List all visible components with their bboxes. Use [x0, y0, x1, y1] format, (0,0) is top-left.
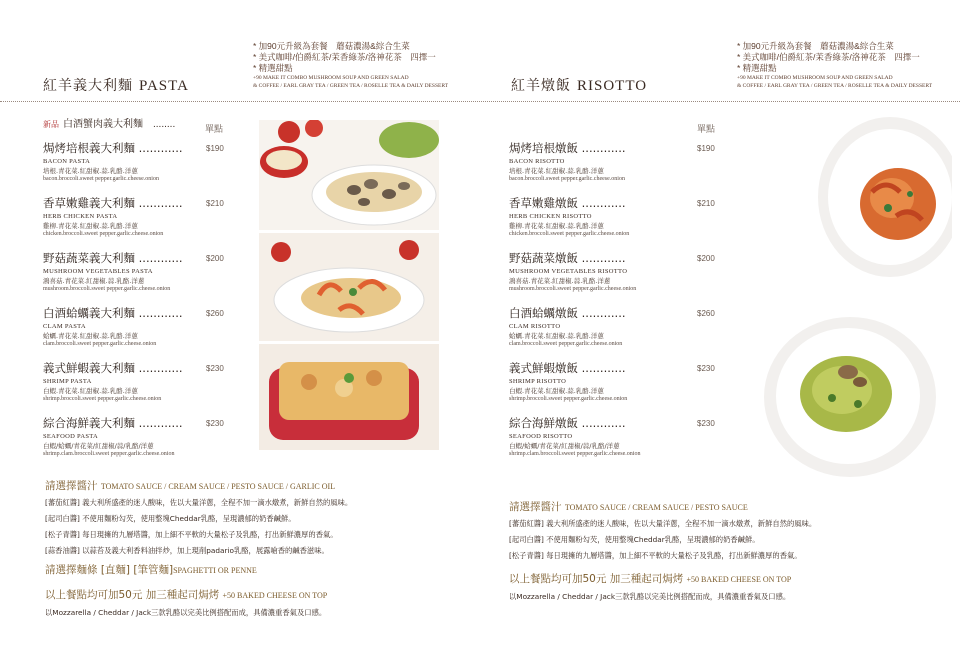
- sauce-description: [蕃茄紅醬] 義大利所盛產的迷人酸味，佐以大量洋蔥，全程不加一滴水燉煮，新鮮自然的風味。: [509, 519, 817, 528]
- risotto-section-title: [511, 75, 647, 95]
- featured-item: [43, 115, 175, 130]
- menu-item: [509, 195, 709, 237]
- item-ingredients: 白蝦/蛤蠣/青花菜/紅甜椒/蒜/乳酪/洋蔥: [43, 442, 154, 450]
- item-ingredients: 培根.青花菜.紅甜椒.蒜.乳酪.洋蔥: [509, 167, 604, 175]
- item-ingredients-en: shrimp.broccoli.sweet pepper.garlic.cheese.onion: [509, 396, 628, 402]
- item-name: 綜合海鮮義大利麵 ............: [43, 416, 183, 430]
- upgrade-zh: 以上餐點均可加50元 加三種起司焗烤: [509, 573, 684, 585]
- menu-item: [509, 140, 709, 182]
- noodle-choice: [45, 562, 352, 577]
- sauce-description: [蕃茄紅醬] 義大利所盛產的迷人酸味，佐以大量洋蔥，全程不加一滴水燉煮，新鮮自然的風味。: [45, 498, 353, 507]
- item-name: 白酒蛤蠣燉飯 ............: [509, 306, 626, 320]
- item-ingredients: 雞柳.青花菜.紅甜椒.蒜.乳酪.洋蔥: [43, 222, 138, 230]
- item-name-en: CLAM RISOTTO: [509, 323, 561, 330]
- item-name: 香草嫩雞燉飯 ............: [509, 196, 626, 210]
- item-ingredients-en: chicken.broccoli.sweet pepper.garlic.cheese.onion: [43, 231, 164, 237]
- risotto-sauce-section: [509, 499, 816, 602]
- tomato-risotto-image: [812, 112, 952, 282]
- pasta-sauce-title: [45, 478, 352, 493]
- item-name: 焗烤培根義大利麵 ............: [43, 141, 183, 155]
- item-ingredients: 白蝦.青花菜.紅甜椒.蒜.乳酪.洋蔥: [509, 387, 604, 395]
- sauce-title-en: TOMATO SAUCE / CREAM SAUCE / PESTO SAUCE: [564, 503, 748, 512]
- risotto-title-zh: 紅羊燉飯: [511, 78, 571, 94]
- item-price: $260: [697, 309, 715, 318]
- item-price: $200: [206, 254, 224, 263]
- item-ingredients: 雞柳.青花菜.紅甜椒.蒜.乳酪.洋蔥: [509, 222, 604, 230]
- risotto-price-header: 單點: [697, 124, 716, 134]
- menu-item: [509, 305, 709, 347]
- cheese-note: 以Mozzarella / Cheddar / Jack三款乳酪以完美比例搭配而成，具備濃重香氣及口感。: [45, 608, 327, 617]
- item-name: 綜合海鮮燉飯 ............: [509, 416, 626, 430]
- noodle-choice-en: SPAGHETTI OR PENNE: [173, 566, 257, 575]
- pasta-photos-image: [259, 120, 439, 450]
- item-ingredients-en: chicken.broccoli.sweet pepper.garlic.cheese.onion: [509, 231, 630, 237]
- item-ingredients-en: bacon.broccoli.sweet pepper.garlic.cheese.onion: [509, 176, 625, 182]
- item-name: 義式鮮蝦燉飯 ............: [509, 361, 626, 375]
- menu-item: [509, 360, 709, 402]
- sauce-title-zh: 請選擇醬汁: [45, 480, 98, 492]
- noodle-choice-zh: 請選擇麵條 [直麵] [筆管麵]: [45, 564, 174, 576]
- item-ingredients: 培根.青花菜.紅甜椒.蒜.乳酪.洋蔥: [43, 167, 138, 175]
- pasta-upgrade: [45, 587, 352, 602]
- item-price: $230: [697, 419, 715, 428]
- risotto-combo-info: [737, 41, 932, 90]
- pasta-title-en: PASTA: [139, 78, 189, 94]
- item-price: $260: [206, 309, 224, 318]
- sauce-description: [松子青醬] 每日現擁的九層塔醬，加上細不平軟的大量松子及乳酪，打出新鮮濃厚的香氣。: [45, 530, 338, 539]
- item-name: 白酒蛤蠣義大利麵 ............: [43, 306, 183, 320]
- sauce-description: [蒜香油醬] 以蒜苔及義大利香料油拌炒，加上現削padario乳酪，展露嗆香的鹹香滋味。: [45, 546, 329, 555]
- upgrade-en: +50 BAKED CHEESE ON TOP: [686, 575, 792, 584]
- pasta-section-title: [43, 75, 189, 95]
- item-ingredients-en: clam.broccoli.sweet pepper.garlic.cheese.onion: [509, 341, 623, 347]
- combo-line-en: +90 MAKE IT COMBO MUSHROOM SOUP AND GREEN SALAD: [737, 75, 893, 81]
- risotto-upgrade: [509, 571, 816, 586]
- item-ingredients: 蛤蠣.青花菜.紅甜椒.蒜.乳酪.洋蔥: [509, 332, 604, 340]
- item-name: 香草嫩雞義大利麵 ............: [43, 196, 183, 210]
- upgrade-zh: 以上餐點均可加50元 加三種起司焗烤: [45, 589, 220, 601]
- risotto-title-en: RISOTTO: [577, 78, 648, 94]
- item-name-en: MUSHROOM VEGETABLES PASTA: [43, 268, 153, 275]
- item-ingredients: 蛤蠣.青花菜.紅甜椒.蒜.乳酪.洋蔥: [43, 332, 138, 340]
- combo-line: * 精選甜點: [737, 63, 777, 73]
- item-name: 野菇蔬菜義大利麵 ............: [43, 251, 183, 265]
- item-name-en: BACON PASTA: [43, 158, 91, 165]
- menu-item: [509, 250, 709, 292]
- item-ingredients-en: shrimp.broccoli.sweet pepper.garlic.cheese.onion: [43, 396, 162, 402]
- header-divider: [0, 101, 960, 102]
- pasta-combo-info: [253, 41, 448, 90]
- item-name-en: HERB CHICKEN RISOTTO: [509, 213, 592, 220]
- item-price: $200: [697, 254, 715, 263]
- item-name-en: SEAFOOD PASTA: [43, 433, 98, 440]
- combo-line: * 加90元升級為套餐 蘑菇濃湯&綜合生菜: [253, 41, 410, 51]
- pasta-sauce-section: [45, 478, 352, 618]
- item-ingredients-en: mushroom.broccoli.sweet pepper.garlic.cheese.onion: [509, 286, 637, 292]
- item-name-en: SHRIMP RISOTTO: [509, 378, 567, 385]
- item-name-en: SHRIMP PASTA: [43, 378, 92, 385]
- sauce-description: [松子青醬] 每日現擁的九層塔醬，加上細不平軟的大量松子及乳酪，打出新鮮濃厚的香氣。: [509, 551, 802, 560]
- item-price: $230: [206, 419, 224, 428]
- item-name-en: MUSHROOM VEGETABLES RISOTTO: [509, 268, 628, 275]
- sauce-description: [起司白醬] 不使用麵粉勾芡，使用整塊Cheddar乳酪，呈現濃郁的奶香鹹鮮。: [509, 535, 760, 544]
- item-name-en: CLAM PASTA: [43, 323, 86, 330]
- risotto-photo-top: [812, 112, 952, 282]
- item-ingredients-en: clam.broccoli.sweet pepper.garlic.cheese.onion: [43, 341, 157, 347]
- risotto-sauce-title: [509, 499, 816, 514]
- sauce-title-zh: 請選擇醬汁: [509, 501, 562, 513]
- combo-line-en: & COFFEE / EARL GRAY TEA / GREEN TEA / ROSELLE TEA & DAILY DESSERT: [253, 83, 449, 89]
- item-ingredients: 白蝦/蛤蠣/青花菜/紅甜椒/蒜/乳酪/洋蔥: [509, 442, 620, 450]
- item-name-en: BACON RISOTTO: [509, 158, 565, 165]
- item-name-en: SEAFOOD RISOTTO: [509, 433, 573, 440]
- combo-line-en: & COFFEE / EARL GRAY TEA / GREEN TEA / ROSELLE TEA & DAILY DESSERT: [737, 83, 933, 89]
- item-price: $190: [206, 144, 224, 153]
- item-ingredients-en: mushroom.broccoli.sweet pepper.garlic.cheese.onion: [43, 286, 171, 292]
- featured-item-name: 白酒蟹肉義大利麵 ........: [63, 119, 176, 130]
- pasta-photo-collage: [259, 120, 439, 450]
- item-ingredients-en: shrimp.clam.broccoli.sweet pepper.garlic.cheese.onion: [509, 451, 641, 457]
- combo-line: * 加90元升級為套餐 蘑菇濃湯&綜合生菜: [737, 41, 894, 51]
- sauce-title-en: TOMATO SAUCE / CREAM SAUCE / PESTO SAUCE / GARLIC OIL: [100, 482, 336, 491]
- item-ingredients: 鴻喜菇.青花菜.紅甜椒.蒜.乳酪.洋蔥: [509, 277, 611, 285]
- item-ingredients-en: bacon.broccoli.sweet pepper.garlic.cheese.onion: [43, 176, 159, 182]
- item-name: 焗烤培根燉飯 ............: [509, 141, 626, 155]
- sauce-description: [起司白醬] 不使用麵粉勾芡，使用整塊Cheddar乳酪，呈現濃郁的奶香鹹鮮。: [45, 514, 296, 523]
- upgrade-en: +50 BAKED CHEESE ON TOP: [222, 591, 328, 600]
- risotto-photo-bottom: [762, 312, 937, 482]
- cheese-note: 以Mozzarella / Cheddar / Jack三款乳酪以完美比例搭配而成，具備濃重香氣及口感。: [509, 592, 791, 601]
- pasta-title-zh: 紅羊義大利麵: [43, 78, 133, 94]
- item-ingredients: 白蝦.青花菜.紅甜椒.蒜.乳酪.洋蔥: [43, 387, 138, 395]
- combo-line: * 精選甜點: [253, 63, 293, 73]
- pesto-risotto-image: [762, 312, 937, 482]
- pasta-price-header: 單點: [205, 124, 224, 134]
- item-ingredients: 鴻喜菇.青花菜.紅甜椒.蒜.乳酪.洋蔥: [43, 277, 145, 285]
- new-badge: 新品: [43, 120, 59, 129]
- item-price: $230: [697, 364, 715, 373]
- menu-item: [509, 415, 709, 457]
- item-name-en: HERB CHICKEN PASTA: [43, 213, 118, 220]
- item-name: 野菇蔬菜燉飯 ............: [509, 251, 626, 265]
- item-price: $230: [206, 364, 224, 373]
- combo-line: * 美式咖啡/伯爵紅茶/茉香綠茶/洛神花茶 四擇一: [737, 52, 920, 62]
- item-price: $190: [697, 144, 715, 153]
- item-name: 義式鮮蝦義大利麵 ............: [43, 361, 183, 375]
- combo-line-en: +90 MAKE IT COMBO MUSHROOM SOUP AND GREEN SALAD: [253, 75, 409, 81]
- item-price: $210: [206, 199, 224, 208]
- item-price: $210: [697, 199, 715, 208]
- item-ingredients-en: shrimp.clam.broccoli.sweet pepper.garlic.cheese.onion: [43, 451, 175, 457]
- combo-line: * 美式咖啡/伯爵紅茶/茉香綠茶/洛神花茶 四擇一: [253, 52, 436, 62]
